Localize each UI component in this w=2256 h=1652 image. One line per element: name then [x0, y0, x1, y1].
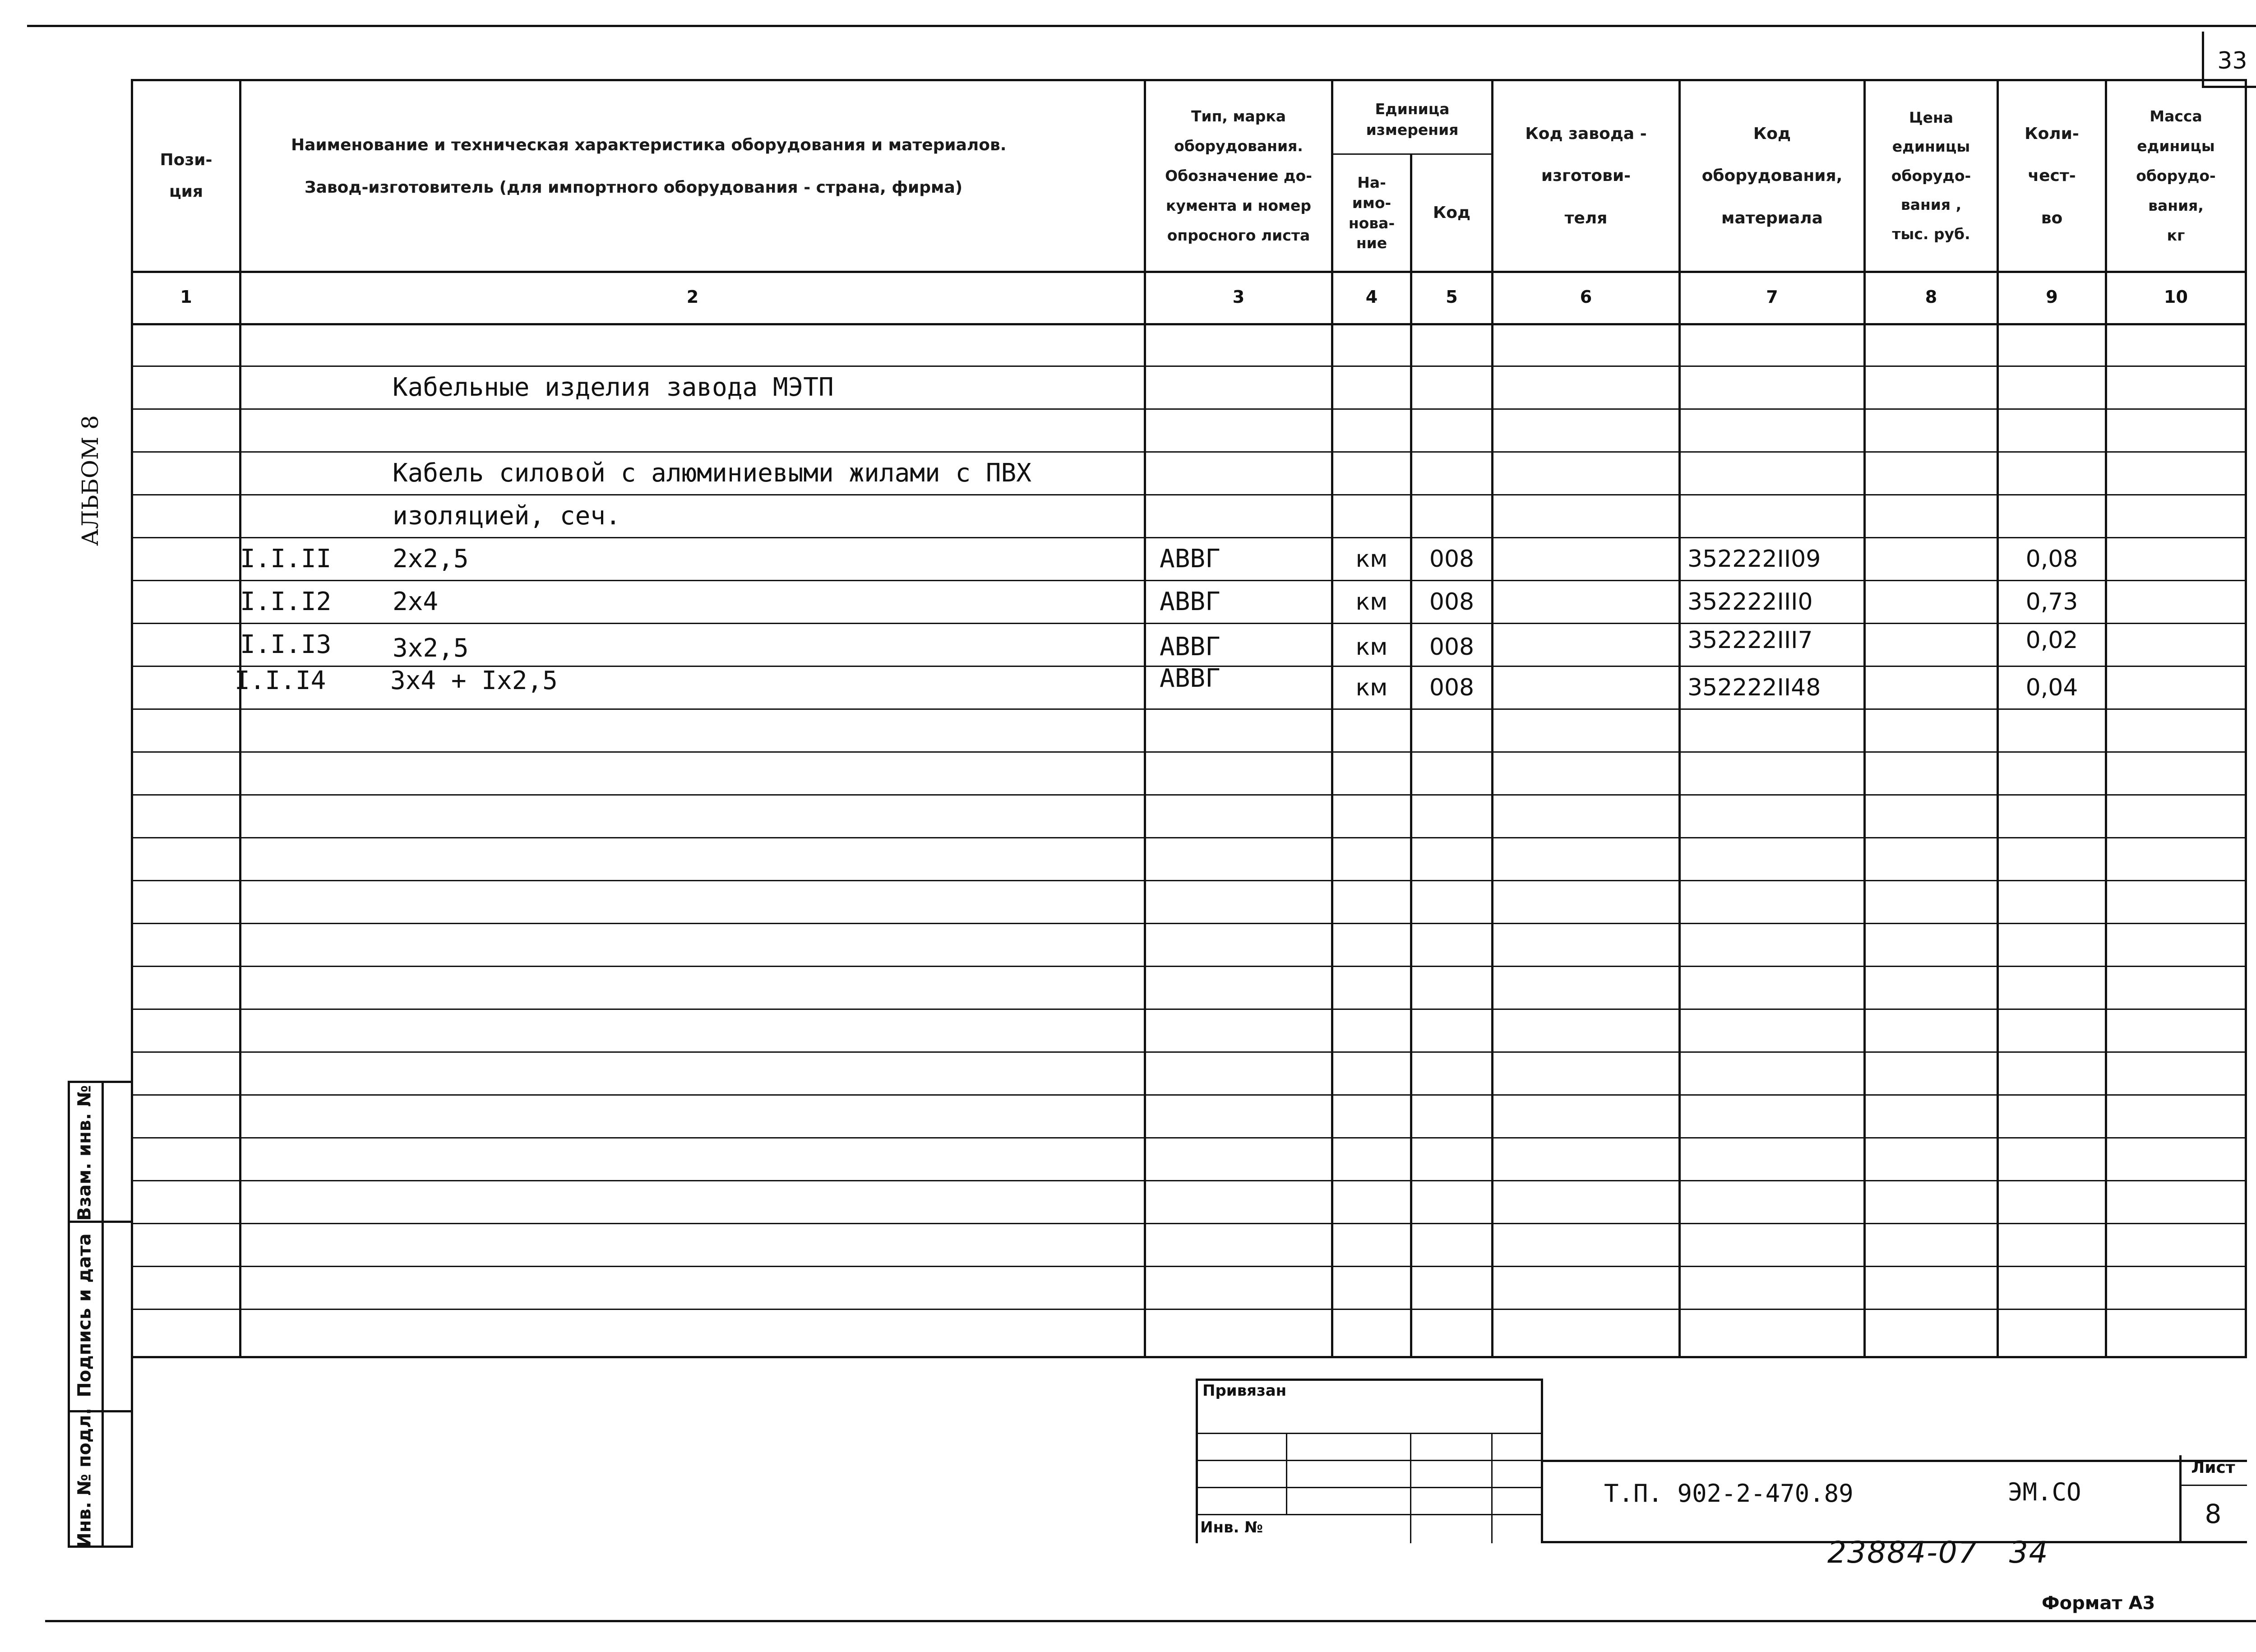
- header-price: [1866, 81, 1997, 271]
- column-number: 5: [1446, 287, 1458, 307]
- row-line: [131, 1266, 2247, 1267]
- row-line: [131, 1223, 2247, 1224]
- header-mass-line: вания,: [2148, 197, 2204, 214]
- header-quantity-line: чест-: [2028, 167, 2076, 185]
- section-cable-line-2: изоляцией, сеч.: [393, 501, 621, 531]
- header-unit-group: [1333, 86, 1491, 153]
- row-unit-code: 008: [1429, 674, 1475, 701]
- header-position-line: Пози-: [160, 150, 213, 169]
- row-line: [131, 1094, 2247, 1096]
- row-quantity: 0,73: [2025, 588, 2078, 615]
- document-code: Т.П. 902-2-470.89: [1604, 1479, 1854, 1508]
- header-quantity-line: Коли-: [2025, 124, 2079, 143]
- column-number: 8: [1925, 287, 1937, 307]
- header-quantity: [1999, 81, 2105, 271]
- header-mass-line: оборудо-: [2136, 167, 2216, 185]
- header-plant-code-line: теля: [1564, 208, 1608, 227]
- column-number: 2: [686, 287, 699, 307]
- row-line: [131, 1051, 2247, 1053]
- side-stamp-top: [68, 1081, 131, 1083]
- header-mass-line: Масса: [2150, 107, 2202, 125]
- row-material-code: 352222III0: [1687, 588, 1813, 615]
- row-material-code: 352222II48: [1687, 674, 1821, 701]
- row-position: I.I.I3: [240, 630, 332, 659]
- col-divider-4: [1410, 153, 1412, 1356]
- stamp-sheet-label-line: [2179, 1485, 2247, 1486]
- section-plant-title: Кабельные изделия завода МЭТП: [393, 373, 834, 402]
- column-number: 9: [2046, 287, 2058, 307]
- row-line: [131, 966, 2247, 967]
- row-line: [131, 1180, 2247, 1181]
- row-type: АВВГ: [1160, 587, 1220, 616]
- header-price-line: вания ,: [1900, 196, 1962, 214]
- header-type: [1146, 81, 1331, 271]
- header-type-line: оборудования.: [1174, 137, 1303, 155]
- row-unit: км: [1355, 545, 1388, 573]
- header-material-code-line: оборудования,: [1701, 167, 1843, 185]
- side-stamp-vzam: Взам. инв. №: [74, 1085, 95, 1221]
- header-price-line: единицы: [1892, 138, 1970, 156]
- row-type: АВВГ: [1160, 632, 1220, 662]
- table-body-bottom: [131, 1356, 2247, 1358]
- header-type-line: Обозначение до-: [1165, 167, 1312, 185]
- header-unit-name-line: На-: [1357, 174, 1386, 192]
- column-number: 1: [180, 287, 192, 307]
- row-line: [131, 408, 2247, 410]
- row-material-code: 352222II09: [1687, 545, 1821, 573]
- row-line: [131, 1137, 2247, 1138]
- row-line: [131, 623, 2247, 624]
- inv-no-label: Инв. №: [1200, 1518, 1263, 1536]
- row-quantity: 0,02: [2025, 626, 2078, 654]
- row-unit: км: [1355, 633, 1388, 661]
- header-unit-line: Единица: [1375, 100, 1450, 118]
- row-unit: км: [1355, 674, 1388, 701]
- header-unit-name: [1333, 156, 1410, 271]
- header-name-line: Наименование и техническая характеристика оборудования и материалов.: [291, 136, 1007, 154]
- header-plant-code-line: Код завода -: [1525, 124, 1647, 143]
- column-number: 6: [1580, 287, 1592, 307]
- row-line: [131, 708, 2247, 710]
- row-quantity: 0,04: [2025, 674, 2078, 701]
- side-stamp-inv-podl: Инв. № подл.: [74, 1408, 95, 1548]
- stamp-top-line: [1543, 1460, 2247, 1462]
- header-mass: [2107, 81, 2245, 271]
- column-number: 7: [1766, 287, 1778, 307]
- sheet-number: 8: [2205, 1499, 2222, 1529]
- header-material-code-line: Код: [1753, 124, 1791, 143]
- page-number: 33: [2217, 47, 2247, 74]
- header-position: [133, 81, 239, 271]
- header-quantity-line: во: [2041, 208, 2063, 227]
- header-material-code: [1681, 81, 1863, 271]
- bottom-frame-line: [45, 1620, 2256, 1622]
- row-position: I.I.I4: [235, 666, 326, 695]
- header-unit-code: [1412, 156, 1491, 271]
- header-price-line: Цена: [1909, 109, 1954, 127]
- header-name: [241, 81, 1144, 271]
- header-name-line: Завод-изготовитель (для импортного оборудования - страна, фирма): [305, 178, 963, 197]
- header-price-line: оборудо-: [1891, 167, 1971, 185]
- row-name: 2х2,5: [393, 544, 469, 574]
- header-plant-code-line: изготови-: [1541, 167, 1631, 185]
- row-line: [131, 880, 2247, 881]
- header-unit-line: измерения: [1366, 121, 1459, 139]
- row-unit: км: [1355, 588, 1388, 615]
- row-position: I.I.I2: [240, 587, 332, 616]
- row-unit-code: 008: [1429, 588, 1475, 615]
- header-position-line: ция: [169, 182, 203, 201]
- row-name: 3х4 + Iх2,5: [390, 666, 558, 695]
- row-name: 2х4: [393, 587, 439, 616]
- privyazan-box-top: [1196, 1379, 1543, 1381]
- side-stamp-podpis: Подпись и дата: [74, 1233, 95, 1397]
- row-line: [131, 1009, 2247, 1010]
- header-unit-name-line: ние: [1356, 234, 1387, 252]
- row-position: I.I.II: [240, 544, 332, 574]
- header-mass-line: кг: [2167, 227, 2185, 244]
- header-unit-name-line: нова-: [1348, 214, 1395, 232]
- sheet-mark: ЭМ.СО: [2008, 1478, 2081, 1506]
- header-type-line: Тип, марка: [1191, 107, 1286, 125]
- row-type: АВВГ: [1160, 664, 1220, 693]
- row-unit-code: 008: [1429, 545, 1475, 573]
- header-unit-code-line: Код: [1433, 204, 1471, 222]
- privyazan-grid-col: [1410, 1433, 1411, 1543]
- row-line: [131, 794, 2247, 796]
- row-line: [131, 751, 2247, 753]
- header-material-code-line: материала: [1721, 208, 1823, 227]
- format-label: Формат А3: [2042, 1593, 2155, 1614]
- handwritten-number: 23884-07 34: [1827, 1535, 2049, 1570]
- header-unit-name-line: имо-: [1352, 194, 1392, 212]
- column-number-bottom-line: [131, 323, 2247, 325]
- column-number: 3: [1232, 287, 1245, 307]
- side-stamp-right-border: [102, 1081, 104, 1548]
- album-label: АЛЬБОМ 8: [77, 415, 103, 546]
- row-material-code: 352222III7: [1687, 626, 1813, 654]
- privyazan-grid-col: [1491, 1433, 1493, 1543]
- privyazan-grid-col: [1286, 1433, 1287, 1514]
- header-mass-line: единицы: [2137, 137, 2215, 155]
- header-price-line: тыс. руб.: [1892, 225, 1970, 243]
- top-frame-line: [27, 25, 2256, 27]
- row-line: [131, 837, 2247, 838]
- header-type-line: кумента и номер: [1165, 197, 1311, 214]
- row-unit-code: 008: [1429, 633, 1475, 661]
- column-number: 10: [2164, 287, 2188, 307]
- column-number: 4: [1365, 287, 1378, 307]
- sheet-label: Лист: [2191, 1458, 2235, 1477]
- row-quantity: 0,08: [2025, 545, 2078, 573]
- privyazan-label: Привязан: [1202, 1382, 1287, 1400]
- row-type: АВВГ: [1160, 544, 1220, 574]
- row-line: [131, 923, 2247, 924]
- section-cable-line-1: Кабель силовой с алюминиевыми жилами с ПВХ: [393, 458, 1032, 488]
- row-line: [131, 1309, 2247, 1310]
- header-type-line: опросного листа: [1167, 227, 1310, 244]
- header-plant-code: [1493, 81, 1678, 271]
- row-name: 3х2,5: [393, 634, 469, 663]
